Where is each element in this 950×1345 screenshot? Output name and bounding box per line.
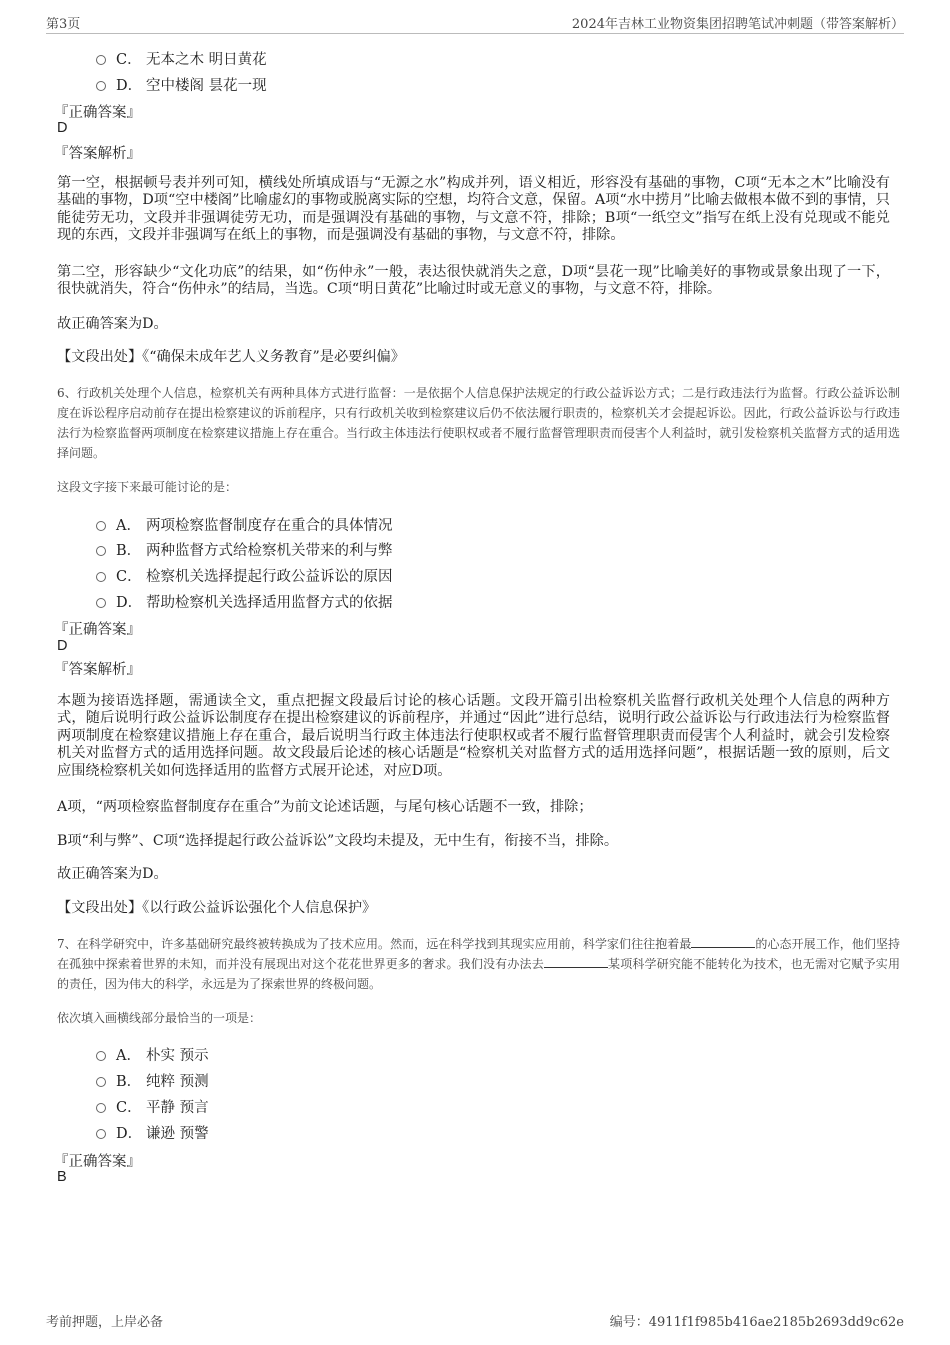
q6-question-text: 6、行政机关处理个人信息，检察机关有两种具体方式进行监督：一是依据个人信息保护法规定的行政公益诉讼方式；二是行政违法行为监督。行政公益诉讼制度在诉讼程序启动前存在提出检察建议的诉前程序，只有行政机关收到检察建议后仍不依法履行职责的，检察机关才会提起诉讼。因此，行政公益诉讼与行政违法行为检察监督两项制度在检察建议措施上存在重合。当行政主体违法行使职权或者不履行监督管理职责而侵害个人利益时，就引发检察机关监督方式的适用选择问题。 [57, 386, 900, 460]
q6-prompt: 这段文字接下来最可能讨论的是： [57, 480, 238, 494]
q6-analysis-p2: A项，“两项检察监督制度存在重合”为前文论述话题，与尾句核心话题不一致，排除； [57, 799, 593, 815]
q6-answer-label: 『正确答案』 [54, 622, 141, 638]
option-text: 检察机关选择提起行政公益诉讼的原因 [146, 569, 393, 585]
page-number: 第3页 [46, 17, 81, 32]
q7-prompt: 依次填入画横线部分最恰当的一项是： [57, 1011, 262, 1025]
q7-option-d[interactable] [96, 1122, 209, 1143]
q7-answer-label: 『正确答案』 [54, 1154, 141, 1170]
q5-source: 【文段出处】《“确保未成年艺人义务教育”是必要纠偏》 [57, 349, 405, 365]
q5-analysis-label: 『答案解析』 [54, 146, 141, 162]
document-code: 编号：4911f1f985b416ae2185b2693dd9c62e [609, 1315, 904, 1330]
q5-option-d[interactable] [96, 74, 267, 95]
radio-icon[interactable] [96, 1129, 106, 1139]
q6-analysis-p4: 故正确答案为D。 [57, 866, 168, 882]
radio-icon[interactable] [96, 1051, 106, 1061]
document-title: 2024年吉林工业物资集团招聘笔试冲刺题（带答案解析） [571, 17, 904, 32]
q6-option-b[interactable] [96, 539, 393, 560]
radio-icon[interactable] [96, 546, 106, 556]
radio-icon[interactable] [96, 598, 106, 608]
q5-analysis-p3: 故正确答案为D。 [57, 316, 168, 332]
option-letter: C． [116, 1100, 142, 1116]
q5-option-c[interactable] [96, 48, 267, 69]
q6-option-c[interactable] [96, 565, 393, 586]
option-letter: A． [116, 1048, 141, 1064]
page-header [46, 13, 904, 34]
option-letter: A． [116, 518, 141, 534]
option-text: 两项检察监督制度存在重合的具体情况 [146, 518, 393, 534]
option-text: 帮助检察机关选择适用监督方式的依据 [146, 595, 393, 611]
q7-option-c[interactable] [96, 1096, 209, 1117]
option-letter: B． [116, 1074, 142, 1090]
option-text: 无本之木 明日黄花 [146, 52, 267, 68]
option-text: 两种监督方式给检察机关带来的利与弊 [146, 543, 393, 559]
q6-option-a[interactable] [96, 514, 393, 535]
option-text: 谦逊 预警 [146, 1126, 209, 1142]
q7-text-a: 7、在科学研究中，许多基础研究最终被转换成为了技术应用。然而，远在科学找到其现实应用前，科学家们往往抱着最 [57, 937, 692, 951]
q7-answer: B [57, 1169, 67, 1185]
option-text: 朴实 预示 [146, 1048, 209, 1064]
q7-text-b: 的心态开展工作，他们坚持在孤独中探索着世界的未知，而并没有展现出对这个花花世界更多的奢求。我们没有办法去 [57, 937, 900, 971]
option-letter: C． [116, 569, 142, 585]
q6-option-d[interactable] [96, 591, 393, 612]
q5-answer: D [57, 120, 68, 136]
q5-answer-label: 『正确答案』 [54, 105, 141, 121]
fill-blank-2 [544, 955, 608, 968]
option-letter: D． [116, 595, 143, 611]
option-letter: B． [116, 543, 142, 559]
option-letter: D． [116, 1126, 143, 1142]
radio-icon[interactable] [96, 1103, 106, 1113]
q6-answer: D [57, 638, 68, 654]
footer-slogan: 考前押题，上岸必备 [46, 1315, 164, 1330]
q7-question-text [57, 934, 900, 994]
q7-option-b[interactable] [96, 1070, 209, 1091]
radio-icon[interactable] [96, 572, 106, 582]
q6-analysis-p1: 本题为接语选择题，需通读全文，重点把握文段最后讨论的核心话题。文段开篇引出检察机关监督行政机关处理个人信息的两种方式，随后说明行政公益诉讼制度存在提出检察建议的诉前程序，并通过“因此”进行总结，说明行政公益诉讼与行政违法行为检察监督两项制度在检察建议措施上存在重合，最后说明当行政主体违法行使职权或者不履行监督管理职责而侵害个人利益时，就会引发检察机关对监督方式的适用选择问题。故文段最后论述的核心话题是“检察机关对监督方式的适用选择问题”，根据话题一致的原则，后文应围绕检察机关如何选择适用的监督方式展开论述，对应D项。 [57, 693, 890, 779]
q7-text-c: 某项科学研究能不能转化为技术，也无需对它赋予实用的责任，因为伟大的科学，永远是为了探索世界的终极问题。 [57, 957, 900, 991]
q6-analysis-p3: B项“利与弊”、C项“选择提起行政公益诉讼”文段均未提及，无中生有，衔接不当，排除。 [57, 833, 619, 849]
q7-option-a[interactable] [96, 1044, 209, 1065]
option-text: 平静 预言 [146, 1100, 209, 1116]
radio-icon[interactable] [96, 521, 106, 531]
option-text: 空中楼阁 昙花一现 [146, 78, 267, 94]
q6-analysis-label: 『答案解析』 [54, 662, 141, 678]
option-letter: D． [116, 78, 143, 94]
radio-icon[interactable] [96, 1077, 106, 1087]
radio-icon[interactable] [96, 55, 106, 65]
q5-analysis-p1: 第一空，根据顿号表并列可知，横线处所填成语与“无源之水”构成并列，语义相近，形容没有基础的事物，C项“无本之木”比喻没有基础的事物，D项“空中楼阁”比喻虚幻的事物或脱离实际的空想，均符合文意，保留。A项“水中捞月”比喻去做根本做不到的事情，只能徒劳无功，文段并非强调徒劳无功，而是强调没有基础的事物，与文意不符，排除；B项“一纸空文”指写在纸上没有兑现或不能兑现的东西，文段并非强调写在纸上的事物，而是强调没有基础的事物，与文意不符，排除。 [57, 175, 890, 244]
radio-icon[interactable] [96, 81, 106, 91]
fill-blank-1 [691, 935, 755, 948]
q5-analysis-p2: 第二空，形容缺少“文化功底”的结果，如“伤仲永”一般，表达很快就消失之意，D项“昙花一现”比喻美好的事物或景象出现了一下，很快就消失，符合“伤仲永”的结局，当选。C项“明日黄花”比喻过时或无意义的事物，与文意不符，排除。 [57, 264, 890, 298]
q6-source: 【文段出处】《以行政公益诉讼强化个人信息保护》 [57, 900, 377, 916]
option-text: 纯粹 预测 [146, 1074, 209, 1090]
option-letter: C． [116, 52, 142, 68]
